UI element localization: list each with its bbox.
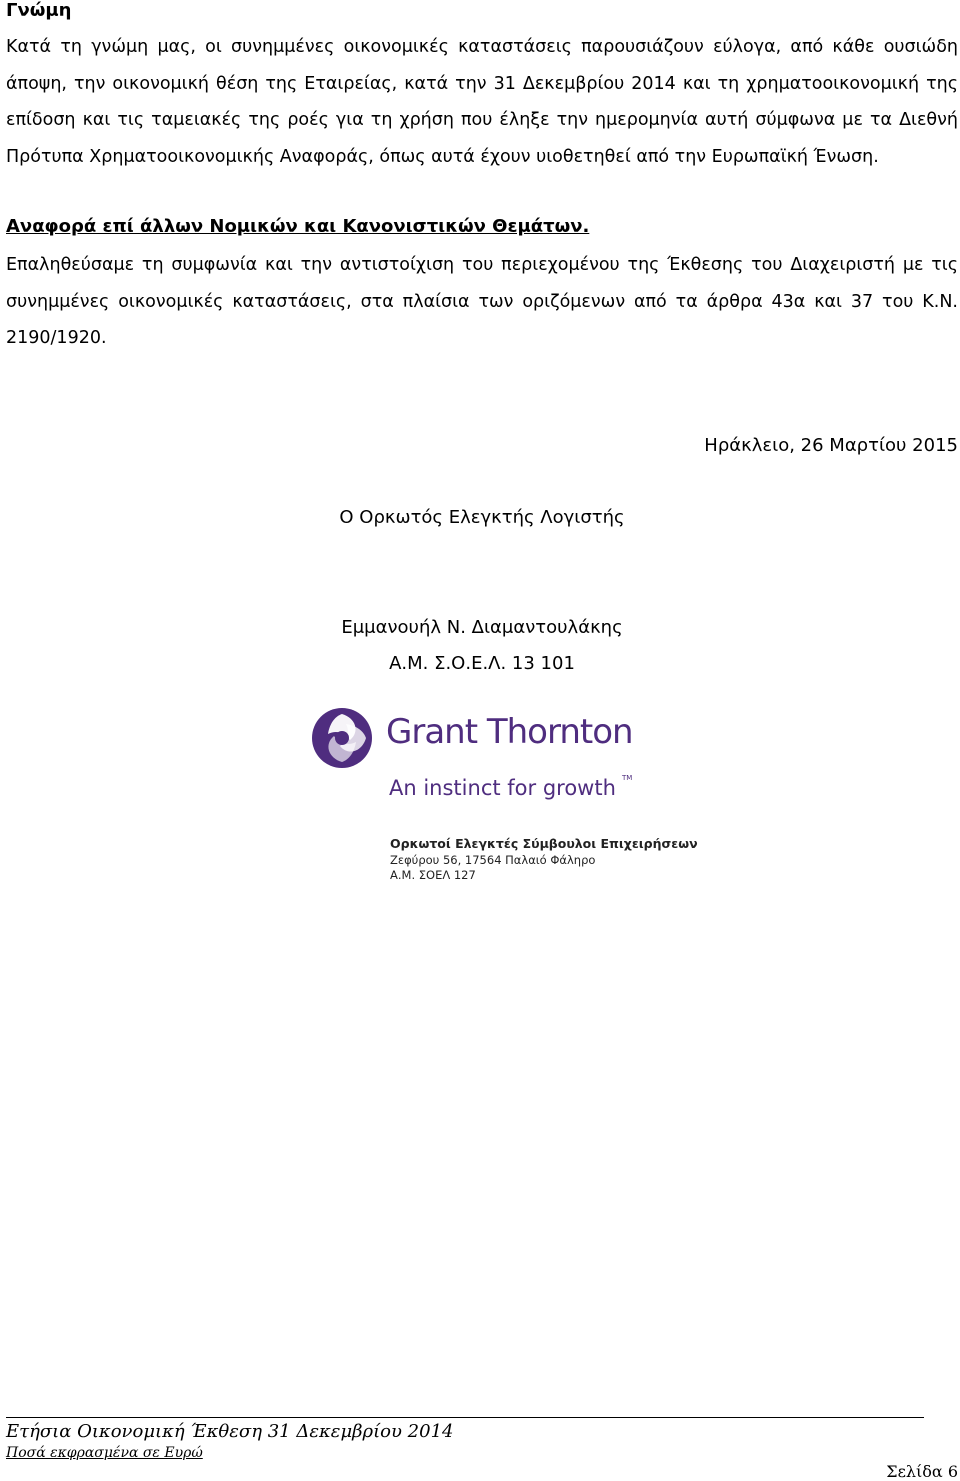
opinion-paragraph: Κατά τη γνώμη μας, οι συνημμένες οικονομικές καταστάσεις παρουσιάζουν εύλογα, από κάθε ουσιώδη άποψη, την οικονομική θέση της Εταιρείας, κατά την 31 Δεκεμβρίου 2014 και τη χρηματοοικονομική της επίδοση και τις ταμειακές της ροές για τη χρήση που έληξε την ημερομηνία αυτή σύμφωνα με τα Διεθνή Πρότυπα Χρηματοοικονομικής Αναφοράς, όπως αυτά έχουν υιοθετηθεί από την Ευρωπαϊκή Ένωση. xyxy=(6,37,958,167)
auditor-reg-number: Α.Μ. Σ.Ο.Ε.Λ. 13 101 xyxy=(389,653,575,674)
legal-paragraph: Επαληθεύσαμε τη συμφωνία και την αντιστοίχιση του περιεχομένου της Έκθεσης του Διαχειριστή με τις συνημμένες οικονομικές καταστάσεις, στα πλαίσια των οριζόμενων από τα άρθρα 43α και 37 του Κ.Ν. 2190/1920. xyxy=(6,255,958,348)
firm-line-3: Α.Μ. ΣΟΕΛ 127 xyxy=(390,868,476,882)
auditor-role: Ο Ορκωτός Ελεγκτής Λογιστής xyxy=(339,507,625,528)
firm-stamp xyxy=(298,688,698,888)
trademark-mark: TM xyxy=(622,774,633,782)
opinion-heading: Γνώμη xyxy=(6,0,72,21)
footer-subtitle: Ποσά εκφρασμένα σε Ευρώ xyxy=(6,1445,203,1461)
firm-tagline: An instinct for growth xyxy=(389,776,616,800)
footer-title: Ετήσια Οικονομική Έκθεση 31 Δεκεμβρίου 2014 xyxy=(6,1421,454,1442)
firm-line-2: Ζεφύρου 56, 17564 Παλαιό Φάληρο xyxy=(390,853,596,867)
firm-line-1: Ορκωτοί Ελεγκτές Σύμβουλοι Επιχειρήσεων xyxy=(390,836,698,851)
page-number: Σελίδα 6 xyxy=(886,1462,958,1481)
legal-heading: Αναφορά επί άλλων Νομικών και Κανονιστικών Θεμάτων. xyxy=(6,216,590,237)
auditor-name: Εμμανουήλ Ν. Διαμαντουλάκης xyxy=(341,617,623,638)
firm-name: Grant Thornton xyxy=(386,712,633,752)
place-date: Ηράκλειο, 26 Μαρτίου 2015 xyxy=(704,435,958,456)
grant-thornton-logo-icon xyxy=(310,706,374,770)
footer-divider xyxy=(6,1417,924,1418)
